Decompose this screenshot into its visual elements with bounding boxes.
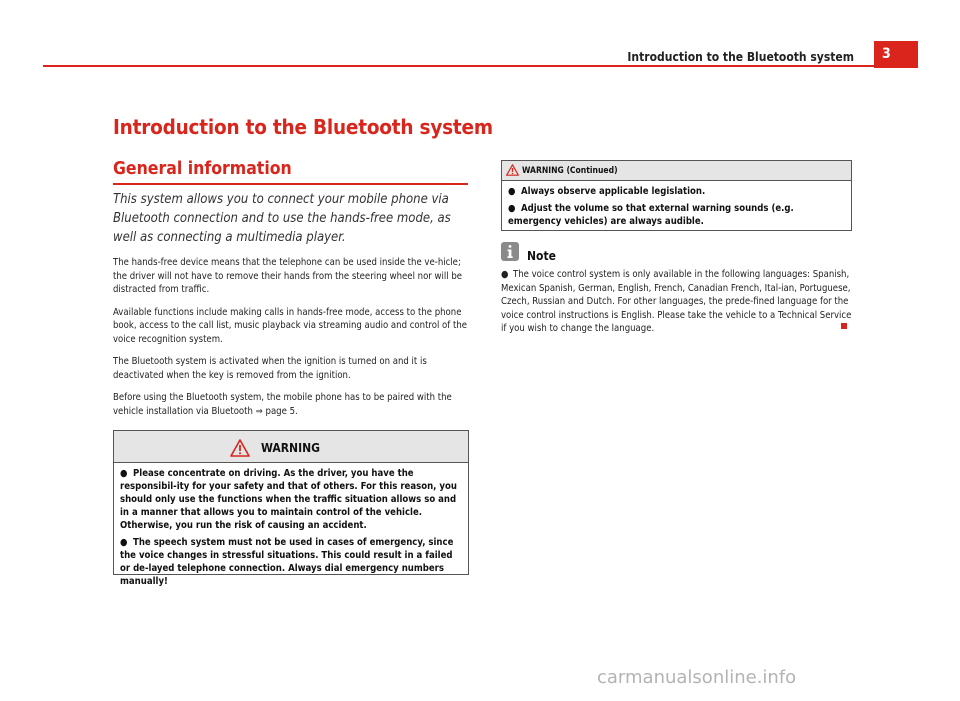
warning-box	[113, 430, 469, 587]
note-text	[501, 268, 859, 336]
warning-continued-header	[502, 161, 851, 181]
warning-item-text: Adjust the volume so that external warning sounds (e.g. emergency vehicles) are always audible.	[508, 203, 794, 227]
page-number-badge: 3	[874, 41, 918, 68]
warning-item-text: Always observe applicable legislation.	[521, 186, 706, 197]
warning-continued-box	[501, 160, 852, 231]
warning-triangle-icon	[230, 439, 250, 457]
bullet-icon: ●	[120, 537, 128, 548]
bullet-icon: ●	[508, 186, 516, 197]
body-paragraph: Available functions include making calls in hands-free mode, access to the phone book, access to the call list, music playback via streaming audio and control of the voice recognition system.	[113, 306, 468, 345]
body-paragraph: The Bluetooth system is activated when the ignition is turned on and it is deactivated when the key is removed from the ignition.	[113, 356, 427, 381]
warning-continued-body	[502, 181, 851, 228]
bullet-icon: ●	[501, 269, 509, 280]
warning-item-text: Please concentrate on driving. As the driver, you have the responsibil-ity for your safety and that of others. For this reason, you should only use the functions when the traffic situation allows so and in a manner that allows you to maintain control of the vehicle. Otherwise, you run the risk of causing an accident.	[120, 468, 457, 531]
intro-paragraph: This system allows you to connect your mobile phone via Bluetooth connection and to use the hands-free mode, as well as connecting a multimedia player.	[113, 192, 451, 245]
warning-triangle-icon	[506, 164, 519, 176]
warning-item	[120, 467, 462, 532]
body-paragraph: Before using the Bluetooth system, the mobile phone has to be paired with the vehicle installation via Bluetooth ⇒ page 5.	[113, 392, 452, 417]
warning-continued-label: WARNING (Continued)	[522, 166, 618, 176]
note-text-content: The voice control system is only available in the following languages: Spanish, Mexican Spanish, German, English, French, Canadian French, Ital-ian, Portuguese, Czech, Russian and Dutch. For other languages, the prede-fined language for the voice control instructions is English. Please take the vehicle to a Technical Service if you wish to change the language.	[501, 269, 852, 334]
header-rule	[43, 65, 875, 67]
running-header-title: Introduction to the Bluetooth system	[627, 50, 854, 64]
bullet-icon: ●	[508, 203, 516, 214]
warning-body	[114, 463, 468, 588]
bullet-icon: ●	[120, 468, 128, 479]
section-end-marker	[841, 323, 847, 329]
note-label: Note	[527, 249, 556, 263]
warning-header	[114, 431, 468, 463]
watermark: carmanualsonline.info	[597, 667, 797, 688]
note-info-glyph	[501, 242, 519, 261]
warning-label: WARNING	[261, 441, 320, 455]
note-info-icon	[501, 242, 519, 261]
left-column	[113, 190, 469, 427]
body-paragraph: The hands-free device means that the telephone can be used inside the ve-hicle; the driver will not have to remove their hands from the steering wheel nor will be distracted from traffic.	[113, 257, 463, 295]
chapter-title: Introduction to the Bluetooth system	[113, 115, 493, 139]
warning-item	[508, 202, 845, 228]
section-title: General information	[113, 159, 292, 179]
warning-item	[508, 185, 845, 198]
section-rule	[113, 183, 468, 185]
warning-item-text: The speech system must not be used in cases of emergency, since the voice changes in stressful situations. This could result in a failed or de-layed telephone connection. Always dial emergency numbers manually!	[120, 537, 454, 587]
warning-item	[120, 536, 462, 588]
